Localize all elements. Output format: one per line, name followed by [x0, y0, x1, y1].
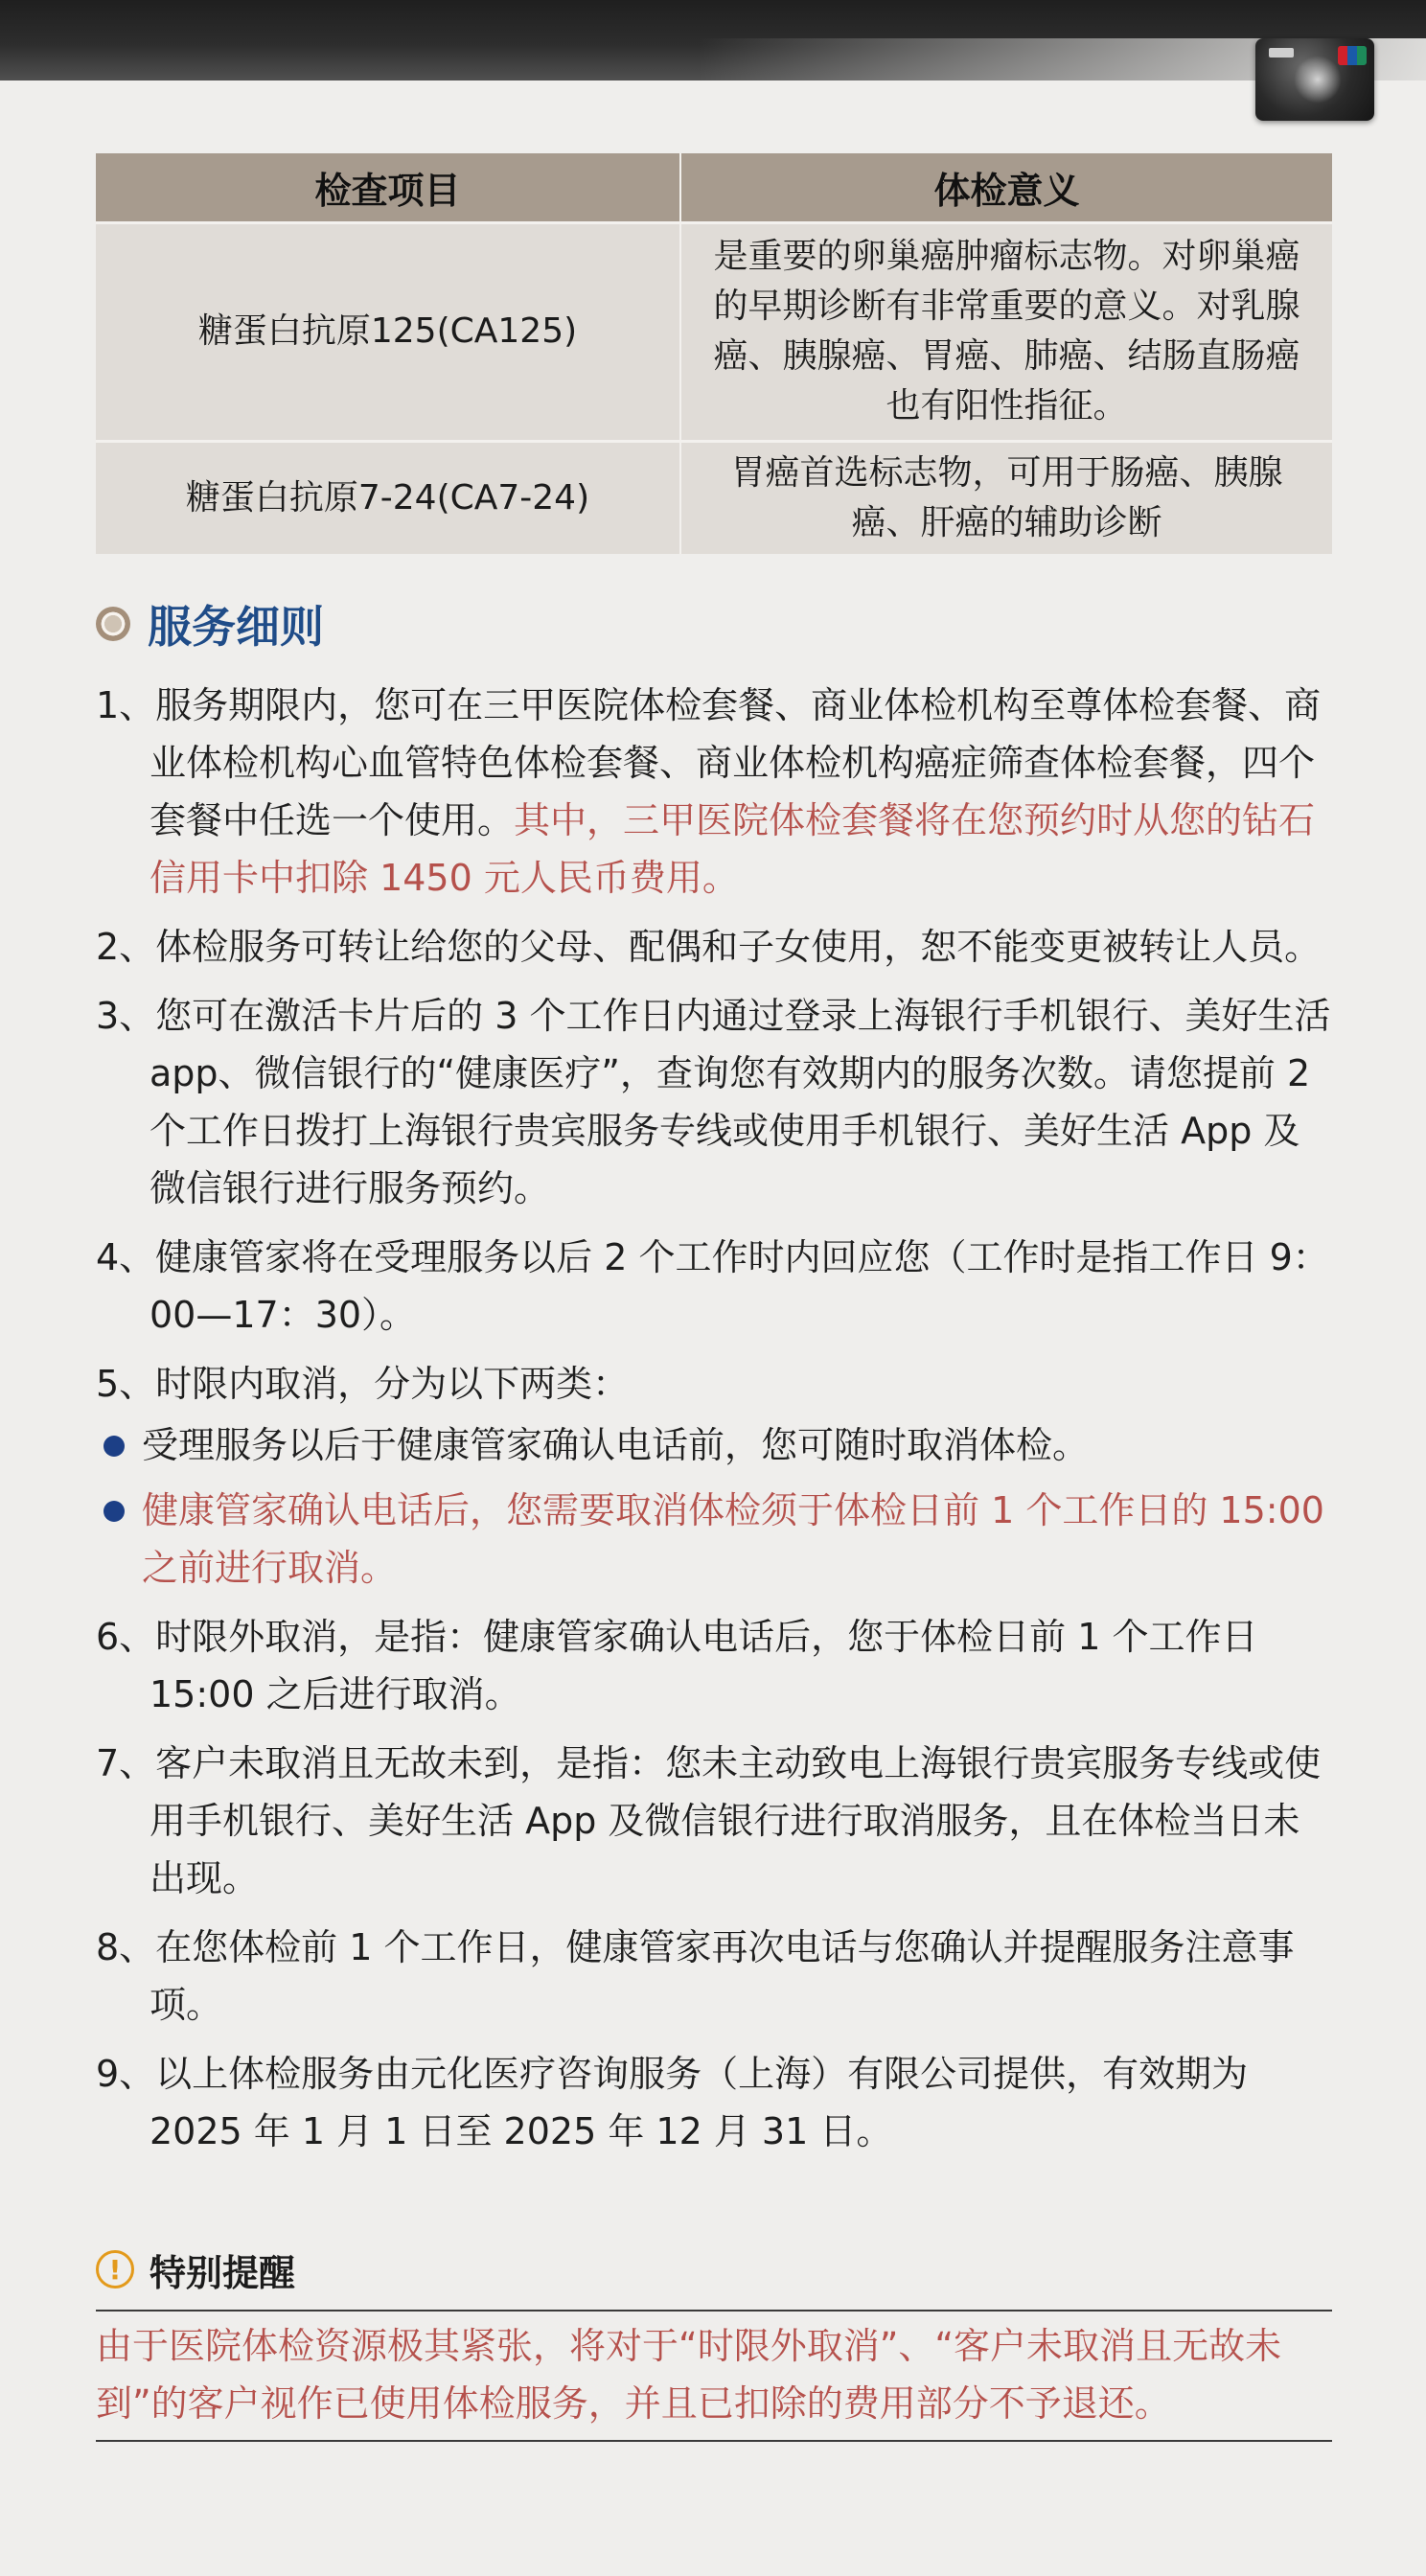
section-bullet-icon	[96, 607, 130, 641]
bullet-dot-icon	[104, 1501, 125, 1522]
table-header-row	[96, 153, 1332, 222]
rule-6: 6、时限外取消，是指：健康管家确认电话后，您于体检日前 1 个工作日 15:00 之后进行取消。	[96, 1616, 1258, 1715]
rule-8: 8、在您体检前 1 个工作日，健康管家再次电话与您确认并提醒服务注意事项。	[96, 1926, 1295, 2026]
cell-item-ca125: 糖蛋白抗原125(CA125)	[96, 222, 680, 441]
special-reminder-text: 由于医院体检资源极其紧张，将对于“时限外取消”、“客户未取消且无故未到”的客户视作已使用体检服务，并且已扣除的费用部分不予退还。	[96, 2310, 1332, 2442]
cell-item-ca724: 糖蛋白抗原7-24(CA7-24)	[96, 441, 680, 554]
exam-items-table	[96, 153, 1332, 554]
cell-meaning-ca125: 是重要的卵巢癌肿瘤标志物。对卵巢癌的早期诊断有非常重要的意义。对乳腺癌、胰腺癌、胃癌、肺癌、结肠直肠癌也有阳性指征。	[680, 222, 1332, 441]
card-light-burst	[1294, 56, 1342, 104]
rule-2: 2、体检服务可转让给您的父母、配偶和子女使用，恕不能变更被转让人员。	[96, 926, 1322, 968]
rule-1	[96, 677, 1332, 907]
rule-1-highlight: 其中，三甲医院体检套餐将在您预约时从您的钻石信用卡中扣除 1450 元人民币费用。	[150, 799, 1316, 899]
bullet-1-text: 受理服务以后于健康管家确认电话前，您可随时取消体检。	[142, 1424, 1090, 1466]
rule-9: 9、以上体检服务由元化医疗咨询服务（上海）有限公司提供，有效期为 2025 年 1 月 1 日至 2025 年 12 月 31 日。	[96, 2053, 1249, 2152]
unionpay-logo-icon	[1338, 46, 1367, 65]
special-reminder-title: 特别提醒	[150, 2251, 296, 2294]
table-row	[96, 441, 1332, 554]
rule-5-bullet-1	[96, 1416, 1332, 1474]
bullet-dot-icon	[104, 1436, 125, 1457]
rule-5: 5、时限内取消，分为以下两类：	[96, 1363, 630, 1405]
header-exam-item: 检查项目	[96, 153, 680, 222]
exclamation-icon: !	[96, 2250, 134, 2288]
rule-7: 7、客户未取消且无故未到，是指：您未主动致电上海银行贵宾服务专线或使用手机银行、美好生活 App 及微信银行进行取消服务，且在体检当日未出现。	[96, 1742, 1322, 1899]
rule-4: 4、健康管家将在受理服务以后 2 个工作时内回应您（工作时是指工作日 9：00—17：30）。	[96, 1236, 1329, 1336]
service-rules-list	[96, 677, 1332, 2172]
special-reminder-heading	[96, 2241, 295, 2298]
table-row	[96, 222, 1332, 441]
rule-3: 3、您可在激活卡片后的 3 个工作日内通过登录上海银行手机银行、美好生活 app、微信银行的“健康医疗”，查询您有效期内的服务次数。请您提前 2 个工作日拨打上海银行贵宾服务专线或使用手机银行、美好生活 App 及微信银行进行服务预约。	[96, 995, 1331, 1209]
rule-5-bullet-2	[96, 1482, 1332, 1597]
rule-1-text: 1、服务期限内，您可在三甲医院体检套餐、商业体检机构至尊体检套餐、商业体检机构心血管特色体检套餐、商业体检机构癌症筛查体检套餐，四个套餐中任选一个使用。	[96, 684, 1322, 841]
card-chip	[1269, 48, 1294, 58]
section-title: 服务细则	[148, 601, 324, 653]
header-exam-meaning: 体检意义	[680, 153, 1332, 222]
section-heading	[96, 590, 324, 657]
cell-meaning-ca724: 胃癌首选标志物，可用于肠癌、胰腺癌、肝癌的辅助诊断	[680, 441, 1332, 554]
bullet-2-text: 健康管家确认电话后，您需要取消体检须于体检日前 1 个工作日的 15:00 之前进行取消。	[142, 1489, 1324, 1589]
credit-card-image	[1255, 38, 1374, 121]
